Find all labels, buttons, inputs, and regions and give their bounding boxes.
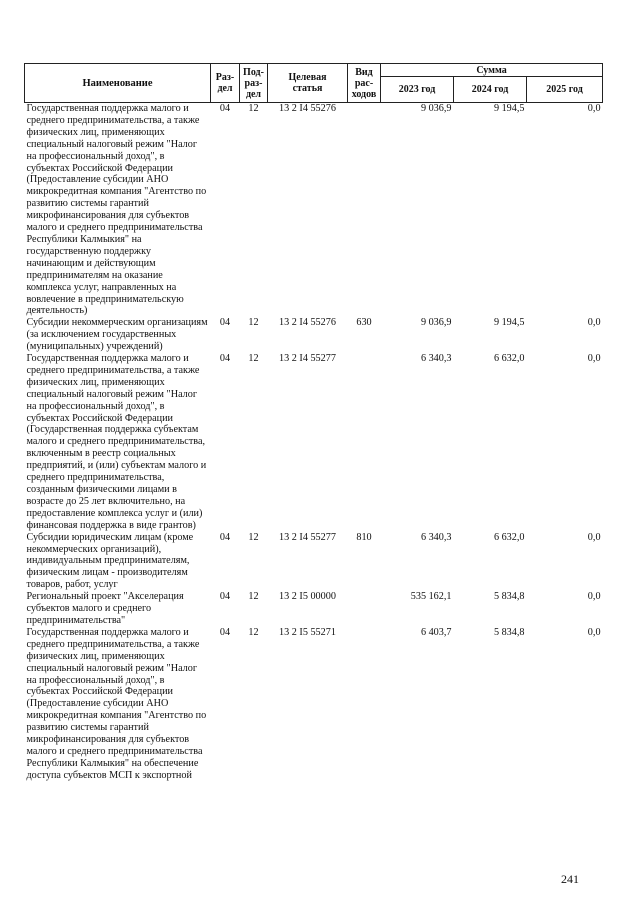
row-2024: 6 632,0 bbox=[493, 353, 525, 365]
header-vid: Вид рас- ходов bbox=[348, 64, 381, 103]
header-celevaya: Целевая статья bbox=[268, 64, 348, 103]
row-name: Региональный проект "Акселерация субъектов малого и среднего предпринимательства" bbox=[26, 591, 184, 626]
header-year-2025: 2025 год bbox=[527, 77, 603, 103]
row-celevaya: 13 2 I5 55271 bbox=[279, 626, 336, 638]
row-2024: 9 194,5 bbox=[493, 317, 525, 329]
row-razdel: 04 bbox=[219, 353, 231, 365]
row-2025: 0,0 bbox=[587, 591, 601, 603]
row-celevaya: 13 2 I5 00000 bbox=[279, 591, 336, 603]
budget-table bbox=[24, 63, 603, 782]
row-celevaya: 13 2 I4 55276 bbox=[279, 317, 336, 329]
row-2023: 6 340,3 bbox=[420, 353, 452, 365]
row-podrazdel: 12 bbox=[248, 591, 259, 603]
table-header bbox=[25, 64, 603, 103]
page-number: 241 bbox=[561, 872, 579, 886]
table-row bbox=[25, 532, 603, 592]
row-vid bbox=[348, 591, 381, 627]
header-summa: Сумма bbox=[381, 64, 603, 77]
row-name: Субсидии некоммерческим организациям (за исключением государственных (муниципальных) учреждений) bbox=[26, 317, 208, 353]
row-razdel: 04 bbox=[211, 103, 240, 318]
row-2025: 0,0 bbox=[527, 103, 603, 318]
row-podrazdel: 12 bbox=[248, 531, 259, 543]
row-name: Государственная поддержка малого и среднего предпринимательства, а также физических лиц, применяющих специальный налоговый режим "Налог на профессиональный доход", в субъектах Российской Федерации (Предоставление субсидии АНО микрокредитная компания "Агентство по развитию системы гарантий микрофинансирования для субъектов малого и среднего предпринимательства Республики Калмыкия" на обеспечение доступа субъектов МСП к экспортной bbox=[26, 626, 207, 781]
row-name: Субсидии юридическим лицам (кроме некоммерческих организаций), индивидуальным предпринимателям, физическим лицам - производителям товаров, работ, услуг bbox=[26, 531, 194, 591]
row-2024: 5 834,8 bbox=[493, 591, 525, 603]
row-podrazdel: 12 bbox=[240, 103, 268, 318]
row-2023: 9 036,9 bbox=[420, 317, 452, 329]
row-2024: 9 194,5 bbox=[454, 103, 527, 318]
row-celevaya: 13 2 I4 55277 bbox=[279, 353, 336, 365]
header-year-2023: 2023 год bbox=[381, 77, 454, 103]
row-2024: 6 632,0 bbox=[493, 531, 525, 543]
table-row bbox=[25, 317, 603, 353]
table-body bbox=[25, 103, 603, 782]
row-celevaya: 13 2 I4 55277 bbox=[279, 531, 336, 543]
table-row bbox=[25, 627, 603, 782]
row-2025: 0,0 bbox=[587, 353, 601, 365]
row-vid: 810 bbox=[356, 531, 372, 543]
table-row bbox=[25, 103, 603, 318]
row-razdel: 04 bbox=[219, 531, 231, 543]
row-razdel: 04 bbox=[219, 591, 231, 603]
header-podrazdel: Под- раз- дел bbox=[240, 64, 268, 103]
row-razdel: 04 bbox=[219, 626, 231, 638]
table-row bbox=[25, 353, 603, 532]
row-2025: 0,0 bbox=[587, 317, 601, 329]
row-podrazdel: 12 bbox=[248, 353, 259, 365]
row-vid bbox=[348, 627, 381, 782]
row-2024: 5 834,8 bbox=[493, 626, 525, 638]
row-2023: 9 036,9 bbox=[381, 103, 454, 318]
header-year-2024: 2024 год bbox=[454, 77, 527, 103]
row-2023: 6 403,7 bbox=[420, 626, 452, 638]
row-vid bbox=[348, 353, 381, 532]
row-2023: 535 162,1 bbox=[410, 591, 452, 603]
row-2023: 6 340,3 bbox=[420, 531, 452, 543]
row-name: Государственная поддержка малого и среднего предпринимательства, а также физических лиц, применяющих специальный налоговый режим "Налог на профессиональный доход", в субъектах Российской Федерации (Государственная поддержка субъектам малого и среднего предпринимательства, включенным в реестр социальных предприятий, и (или) субъектам малого и среднего предпринимательства, созданным физическими лицами в возрасте до 25 лет включительно, на предоставление комплекса услуг и (или) финансовая поддержка в виде грантов) bbox=[26, 353, 207, 531]
row-2025: 0,0 bbox=[587, 531, 601, 543]
row-vid: 630 bbox=[356, 317, 372, 329]
row-celevaya: 13 2 I4 55276 bbox=[268, 103, 348, 318]
row-razdel: 04 bbox=[219, 317, 231, 329]
row-podrazdel: 12 bbox=[248, 317, 259, 329]
row-2025: 0,0 bbox=[587, 626, 601, 638]
row-vid bbox=[348, 103, 381, 318]
header-name: Наименование bbox=[25, 64, 211, 103]
row-podrazdel: 12 bbox=[248, 626, 259, 638]
header-razdel: Раз- дел bbox=[211, 64, 240, 103]
row-name: Государственная поддержка малого и среднего предпринимательства, а также физических лиц, применяющих специальный налоговый режим "Налог на профессиональный доход", в субъектах Российской Федерации (Предоставление субсидии АНО микрокредитная компания "Агентство по развитию системы гарантий микрофинансирования для субъектов малого и среднего предпринимательства Республики Калмыкия" на государственную поддержку начинающим и действующим предпринимателям на оказание комплекса услуг, направленных на вовлечение в предпринимательскую деятельность) bbox=[25, 103, 211, 318]
table-row bbox=[25, 591, 603, 627]
